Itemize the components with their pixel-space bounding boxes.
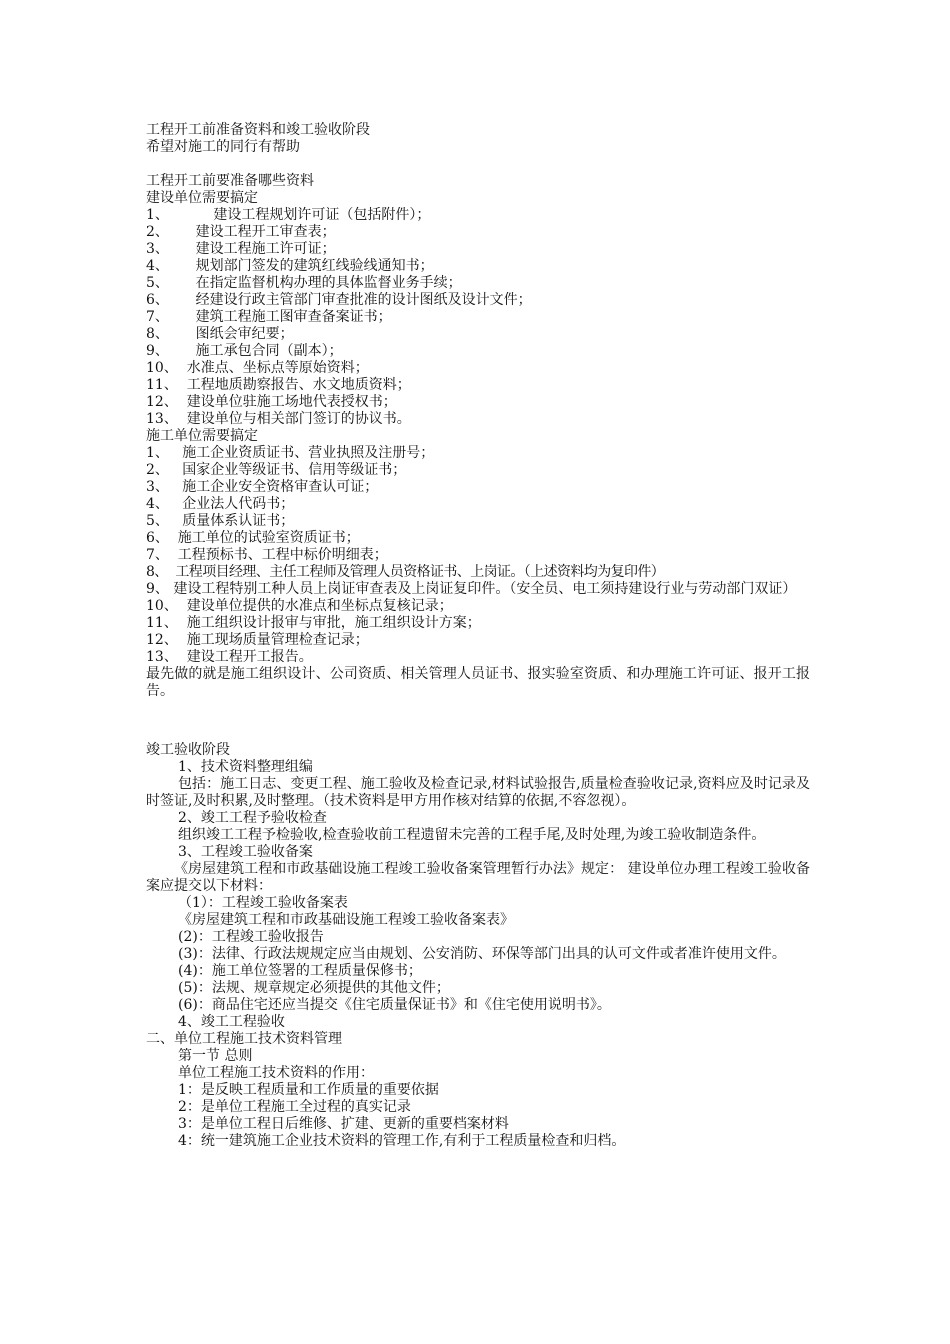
list-item: 1：是反映工程质量和工作质量的重要依据 xyxy=(178,1082,439,1098)
list-item: 7、 建筑工程施工图审查备案证书； xyxy=(146,309,392,325)
list-item: 13、 建设单位与相关部门签订的协议书。 xyxy=(146,411,411,427)
contractor-heading: 施工单位需要搞定 xyxy=(146,428,258,444)
list-item: 11、 工程地质勘察报告、水文地质资料； xyxy=(146,377,411,393)
list-item: 3、 施工企业安全资格审查认可证； xyxy=(146,479,379,495)
acceptance-step-title: 2、竣工工程予验收检查 xyxy=(178,810,327,826)
list-item: 5、 在指定监督机构办理的具体监督业务手续； xyxy=(146,275,462,291)
list-item: 2、 建设工程开工审查表； xyxy=(146,224,336,240)
list-item: 7、 工程预标书、工程中标价明细表； xyxy=(146,547,388,563)
spacer xyxy=(146,156,810,173)
list-item: 3：是单位工程日后维修、扩建、更新的重要档案材料 xyxy=(178,1116,509,1132)
list-item: （1）：工程竣工验收备案表 xyxy=(178,895,348,911)
list-item: (5)：法规、规章规定必须提供的其他文件； xyxy=(178,980,450,996)
management-heading: 二、单位工程施工技术资料管理 xyxy=(146,1031,342,1047)
list-item: 3、 建设工程施工许可证； xyxy=(146,241,336,257)
acceptance-step-body: 组织竣工工程予检验收,检查验收前工程遗留未完善的工程手尾,及时处理,为竣工验收制造条件。 xyxy=(178,827,766,843)
section-intro: 单位工程施工技术资料的作用： xyxy=(178,1065,374,1081)
list-item: 13、 建设工程开工报告。 xyxy=(146,649,313,665)
list-item: (4)：施工单位签署的工程质量保修书； xyxy=(178,963,422,979)
owner-heading: 建设单位需要搞定 xyxy=(146,190,258,206)
list-item: 4、 企业法人代码书； xyxy=(146,496,295,512)
list-item: 4：统一建筑施工企业技术资料的管理工作,有利于工程质量检查和归档。 xyxy=(178,1133,626,1149)
list-item: 6、 经建设行政主管部门审查批准的设计图纸及设计文件； xyxy=(146,292,532,308)
acceptance-step-title: 4、竣工工程验收 xyxy=(178,1014,285,1030)
acceptance-step-title: 3、工程竣工验收备案 xyxy=(178,844,313,860)
list-item: (6)：商品住宅还应当提交《住宅质量保证书》和《住宅使用说明书》。 xyxy=(178,997,611,1013)
list-item: 1、 建设工程规划许可证（包括附件）； xyxy=(146,207,431,223)
list-item: 9、 施工承包合同（副本）； xyxy=(146,343,343,359)
list-item: 2：是单位工程施工全过程的真实记录 xyxy=(178,1099,411,1115)
acceptance-heading: 竣工验收阶段 xyxy=(146,742,230,758)
list-item: 《房屋建筑工程和市政基础设施工程竣工验收备案表》 xyxy=(178,912,514,928)
summary-paragraph: 最先做的就是施工组织设计、公司资质、相关管理人员证书、报实验室资质、和办理施工许可证、报开工报告。 xyxy=(146,666,810,699)
acceptance-step-body: 《房屋建筑工程和市政基础设施工程竣工验收备案管理暂行办法》规定： 建设单位办理工程竣工验收备案应提交以下材料： xyxy=(146,861,810,894)
list-item: 2、 国家企业等级证书、信用等级证书； xyxy=(146,462,407,478)
acceptance-step-title: 1、技术资料整理组编 xyxy=(178,759,313,775)
spacer xyxy=(146,700,810,742)
document-page xyxy=(146,122,810,1150)
list-item: 9、 建设工程特别工种人员上岗证审查表及上岗证复印件。（安全员、电工须持建设行业与劳动部门双证） xyxy=(146,581,797,597)
list-item: 8、 工程项目经理、主任工程师及管理人员资格证书、上岗证。（上述资料均为复印件） xyxy=(146,564,665,580)
list-item: (3)：法律、行政法规规定应当由规划、公安消防、环保等部门出具的认可文件或者准许使用文件。 xyxy=(178,946,786,962)
acceptance-step-body: 包括：施工日志、变更工程、施工验收及检查记录,材料试验报告,质量检查验收记录,资料应及时记录及时签证,及时积累,及时整理。（技术资料是甲方用作核对结算的依据,不容忽视）。 xyxy=(146,776,810,809)
list-item: (2)：工程竣工验收报告 xyxy=(178,929,324,945)
list-item: 12、 建设单位驻施工场地代表授权书； xyxy=(146,394,397,410)
list-item: 6、 施工单位的试验室资质证书； xyxy=(146,530,360,546)
list-item: 10、 建设单位提供的水准点和坐标点复核记录； xyxy=(146,598,453,614)
list-item: 4、 规划部门签发的建筑红线验线通知书； xyxy=(146,258,434,274)
document-title: 工程开工前准备资料和竣工验收阶段 xyxy=(146,122,370,138)
list-item: 12、 施工现场质量管理检查记录； xyxy=(146,632,369,648)
prep-heading: 工程开工前要准备哪些资料 xyxy=(146,173,314,189)
list-item: 11、 施工组织设计报审与审批，施工组织设计方案； xyxy=(146,615,481,631)
list-item: 10、 水准点、坐标点等原始资料； xyxy=(146,360,369,376)
list-item: 5、 质量体系认证书； xyxy=(146,513,295,529)
section-title: 第一节 总则 xyxy=(178,1048,253,1064)
list-item: 8、 图纸会审纪要； xyxy=(146,326,294,342)
list-item: 1、 施工企业资质证书、营业执照及注册号； xyxy=(146,445,435,461)
document-subtitle: 希望对施工的同行有帮助 xyxy=(146,139,300,155)
